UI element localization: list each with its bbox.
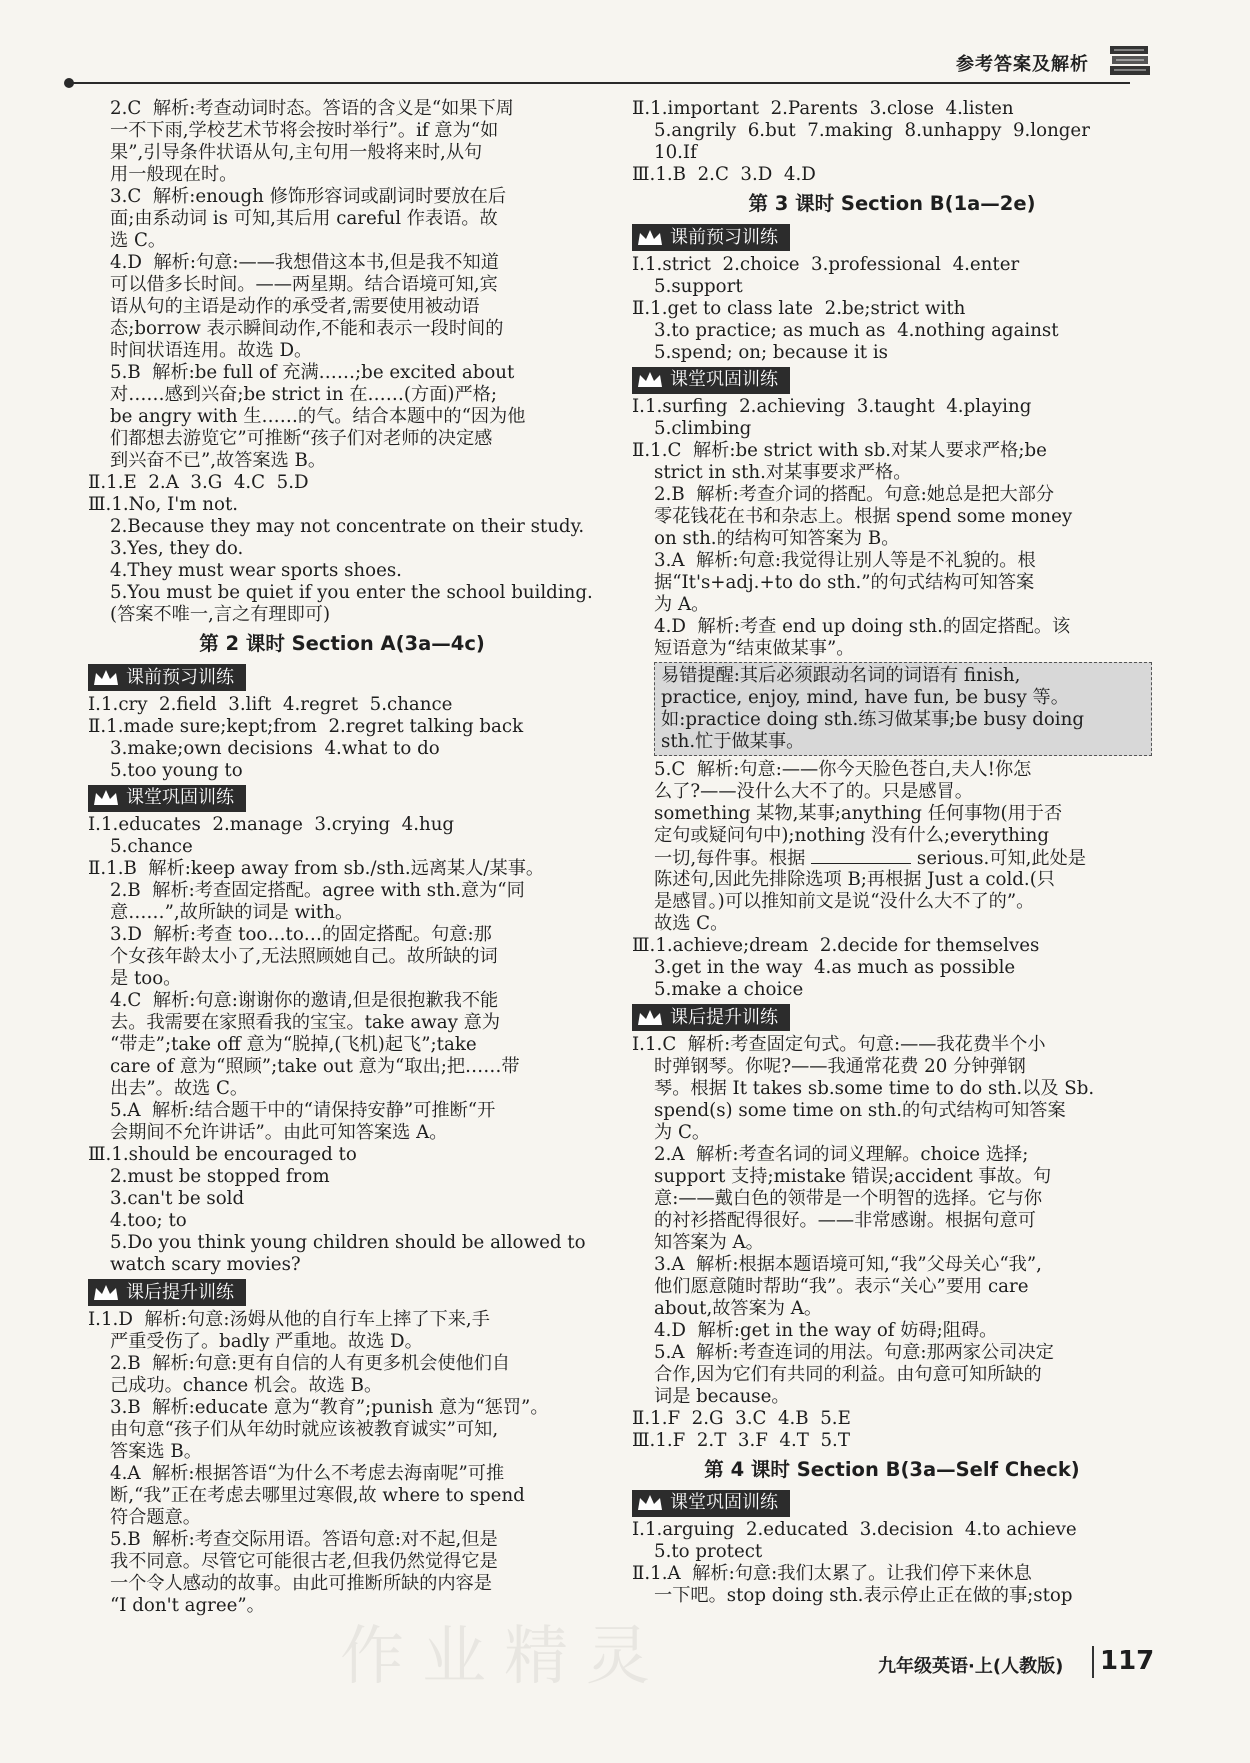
text-line: watch scary movies? [110, 1254, 301, 1275]
text-line: 面;由系动词 is 可知,其后用 careful 作表语。故 [110, 208, 498, 229]
crown-icon [636, 1493, 664, 1513]
tip-line: 易错提醒:其后必须跟动名词的词语有 finish, [661, 665, 1021, 686]
badge-label: 课堂巩固训练 [670, 1492, 778, 1513]
text-line: Ⅲ.1.No, I'm not. [88, 494, 239, 515]
text-line: 2.B 解析:句意:更有自信的人有更多机会使他们自 [110, 1352, 511, 1374]
section-badge [88, 1279, 246, 1306]
text-line: 为 A。 [654, 594, 710, 615]
text-line: Ⅱ.1.E 2.A 3.G 4.C 5.D [88, 472, 309, 493]
text-line: 故选 C。 [654, 913, 729, 934]
text-line: 3.B 解析:educate 意为“教育”;punish 意为“惩罚”。 [110, 1396, 549, 1418]
text-line: 意……”,故所缺的词是 with。 [110, 902, 354, 923]
answers-block [88, 1309, 596, 1617]
text-line: 5.support [654, 275, 743, 297]
text-line: Ⅱ.1.C 解析:be strict with sb.对某人要求严格;be [632, 440, 1047, 461]
tip-line: sth.忙于做某事。 [661, 731, 805, 752]
right-column [632, 98, 1152, 1607]
answers-block [632, 869, 1152, 1001]
text-line: Ⅰ.1.C 解析:考查固定句式。句意:——我花费半个小 [632, 1033, 1046, 1055]
text-line: 4.A 解析:根据答语“为什么不考虑去海南呢”可推 [110, 1462, 505, 1484]
text-line: 5.chance [110, 836, 193, 857]
text-line: 3.D 解析:考查 too…to…的固定搭配。句意:那 [110, 924, 492, 945]
badge-label: 课前预习训练 [126, 666, 234, 688]
text-line: 5.Do you think young children should be allowed to [110, 1232, 586, 1253]
text-line: 他们愿意随时帮助“我”。表示“关心”要用 care [654, 1275, 1029, 1297]
text-line: 可以借多长时间。——两星期。结合语境可知,宾 [110, 274, 498, 295]
text-line: 4.D 解析:get in the way of 妨碍;阻碍。 [654, 1319, 998, 1341]
crown-icon [636, 1008, 664, 1028]
text-line: 5.A 解析:考查连词的用法。句意:那两家公司决定 [654, 1341, 1054, 1363]
text-line: Ⅰ.1.strict 2.choice 3.professional 4.enter [632, 253, 1020, 275]
section-badge [632, 1490, 790, 1517]
text-line: 5.spend; on; because it is [654, 341, 889, 363]
badge-label: 课堂巩固训练 [670, 369, 778, 390]
text-line: Ⅰ.1.educates 2.manage 3.crying 4.hug [88, 814, 455, 835]
section-title: 第 3 课时 Section B(1a—2e) [748, 192, 1036, 215]
text-line: 陈述句,因此先排除选项 B;再根据 Just a cold.(只 [654, 869, 1055, 890]
text-line: 5.B 解析:be full of 充满……;be excited about [110, 362, 515, 383]
text-line: 知答案为 A。 [654, 1231, 764, 1253]
footer-book-title: 九年级英语·上(人教版) [878, 1656, 1064, 1677]
text-line: 2.A 解析:考查名词的词义理解。choice 选择; [654, 1143, 1029, 1165]
text-line: 为 C。 [654, 1121, 711, 1143]
text-line: 2.must be stopped from [110, 1166, 330, 1187]
badge-label: 课前预习训练 [670, 226, 778, 248]
section-title: 第 2 课时 Section A(3a—4c) [199, 632, 485, 655]
text-line: 态;borrow 表示瞬间动作,不能和表示一段时间的 [110, 318, 504, 339]
text-line: 3.can't be sold [110, 1188, 245, 1209]
answers-block [632, 98, 1152, 186]
text-line: 4.C 解析:句意:谢谢你的邀请,但是很抱歉我不能 [110, 990, 499, 1011]
text-line: 一下吧。stop doing sth.表示停止正在做的事;stop [654, 1585, 1073, 1606]
text-line: 3.make;own decisions 4.what to do [110, 737, 440, 759]
text-line: care of 意为“照顾”;take out 意为“取出;把……带 [110, 1056, 520, 1077]
text-line: Ⅲ.1.achieve;dream 2.decide for themselves [632, 935, 1040, 956]
section-title: 第 4 课时 Section B(3a—Self Check) [704, 1457, 1080, 1481]
text-line: Ⅱ.1.made sure;kept;from 2.regret talking back [88, 715, 524, 737]
text-line: 5.You must be quiet if you enter the school building. [110, 582, 593, 603]
text-line: support 支持;mistake 错误;accident 事故。句 [654, 1165, 1052, 1187]
text-line: 个女孩年龄太小了,无法照顾她自己。故所缺的词 [110, 946, 498, 967]
text-line: 答案选 B。 [110, 1440, 202, 1462]
text-line: about,故答案为 A。 [654, 1297, 823, 1319]
text-line: 5.A 解析:结合题干中的“请保持安静”可推断“开 [110, 1100, 496, 1121]
section-badge [632, 224, 790, 251]
text-line: 时弹钢琴。你呢?——我通常花费 20 分钟弹钢 [654, 1055, 1026, 1077]
text-line: Ⅰ.1.D 解析:句意:汤姆从他的自行车上摔了下来,手 [88, 1308, 490, 1330]
tip-line: practice, enjoy, mind, have fun, be busy 等。 [661, 687, 1069, 708]
text-line: 4.They must wear sports shoes. [110, 560, 402, 581]
text-line: 果”,引导条件状语从句,主句用一般将来时,从句 [110, 142, 483, 163]
text-line: Ⅰ.1.surfing 2.achieving 3.taught 4.playing [632, 396, 1032, 417]
text-line: 琴。根据 It takes sb.some time to do sth.以及 Sb. [654, 1077, 1095, 1099]
text-line: 4.D 解析:考查 end up doing sth.的固定搭配。该 [654, 616, 1071, 637]
crown-icon [92, 788, 120, 808]
answers-block [88, 472, 596, 626]
text-line: Ⅲ.1.F 2.T 3.F 4.T 5.T [632, 1429, 850, 1451]
text-line: 4.too; to [110, 1210, 187, 1231]
section-badge [632, 367, 790, 394]
text-line: 零花钱花在书和杂志上。根据 spend some money [654, 506, 1073, 527]
text-line: “I don't agree”。 [110, 1594, 265, 1616]
text-line: 符合题意。 [110, 1506, 201, 1528]
text-line: 5.angrily 6.but 7.making 8.unhappy 9.longer [654, 120, 1090, 141]
text-line: 5.too young to [110, 759, 243, 781]
text-line: 选 C。 [110, 230, 167, 251]
text-line: 5.to protect [654, 1541, 763, 1562]
text-line: 2.C 解析:考查动词时态。答语的含义是“如果下周 [110, 98, 514, 119]
crown-icon [636, 370, 664, 390]
text-line: 10.If [654, 142, 697, 163]
books-icon [1108, 38, 1152, 82]
text-line: 一个令人感动的故事。由此可推断所缺的内容是 [110, 1572, 492, 1594]
crown-icon [636, 228, 664, 248]
text-line: “带走”;take off 意为“脱掉,(飞机)起飞”;take [110, 1034, 477, 1055]
text-line: 去。我需要在家照看我的宝宝。take away 意为 [110, 1012, 501, 1033]
text-line: 3.A 解析:根据本题语境可知,“我”父母关心“我”, [654, 1253, 1042, 1275]
text-line: 3.Yes, they do. [110, 538, 244, 559]
text-fragment: serious.可知,此处是 [911, 848, 1086, 869]
crown-icon [92, 668, 120, 688]
section-badge [88, 664, 246, 691]
crown-icon [92, 1283, 120, 1303]
text-line: 们都想去游览它”可推断“孩子们对老师的决定感 [110, 428, 493, 449]
text-line: 据“It's+adj.+to do sth.”的句式结构可知答案 [654, 572, 1035, 593]
text-line: 严重受伤了。badly 严重地。故选 D。 [110, 1330, 423, 1352]
text-line: Ⅱ.1.important 2.Parents 3.close 4.listen [632, 98, 1014, 119]
header-title: 参考答案及解析 [956, 54, 1089, 75]
text-line: 由句意“孩子们从年幼时就应该被教育诚实”可知, [110, 1418, 499, 1440]
text-line: strict in sth.对某事要求严格。 [654, 462, 912, 483]
text-line: 词是 because。 [654, 1385, 790, 1407]
text-line: Ⅲ.1.should be encouraged to [88, 1144, 357, 1165]
text-line: 出去”。故选 C。 [110, 1078, 249, 1099]
text-line: 3.get in the way 4.as much as possible [654, 957, 1016, 978]
text-line: 2.B 解析:考查固定搭配。agree with sth.意为“同 [110, 880, 525, 901]
left-column [88, 98, 596, 1617]
text-line: 用一般现在时。 [110, 164, 238, 185]
text-line: 一切,每件事。根据 serious.可知,此处是 [654, 848, 1086, 869]
answers-block [632, 254, 1152, 364]
watermark: 作业精灵 [340, 1620, 668, 1694]
text-line: 2.B 解析:考查介词的搭配。句意:她总是把大部分 [654, 484, 1055, 505]
answers-block [88, 694, 596, 782]
text-line: 合作,因为它们有共同的利益。由句意可知所缺的 [654, 1363, 1042, 1385]
header-rule [70, 82, 1130, 84]
page-number: 117 [1100, 1646, 1155, 1676]
badge-label: 课后提升训练 [670, 1006, 778, 1028]
text-line: 会期间不允许讲话”。由此可知答案选 A。 [110, 1122, 448, 1143]
text-line: Ⅱ.1.B 解析:keep away from sb./sth.远离某人/某事。 [88, 858, 545, 879]
text-line: 么了?——没什么大不了的。只是感冒。 [654, 781, 973, 802]
text-line: 语从句的主语是动作的承受者,需要使用被动语 [110, 296, 480, 317]
footer-divider [1092, 1646, 1094, 1678]
text-line: something 某物,某事;anything 任何事物(用于否 [654, 803, 1063, 824]
text-line: 断,“我”正在考虑去哪里过寒假,故 where to spend [110, 1484, 525, 1506]
answers-block [632, 1034, 1152, 1452]
text-line: be angry with 生……的气。结合本题中的“因为他 [110, 406, 526, 427]
text-line: 3.C 解析:enough 修饰形容词或副词时要放在后 [110, 186, 507, 207]
text-line: 到兴奋不已”,故答案选 B。 [110, 450, 327, 471]
text-line: 时间状语连用。故选 D。 [110, 340, 313, 361]
section-badge [632, 1004, 790, 1031]
answers-block [632, 1519, 1152, 1607]
text-line: Ⅲ.1.B 2.C 3.D 4.D [632, 164, 816, 185]
text-line: 一不下雨,学校艺术节将会按时举行”。if 意为“如 [110, 120, 499, 141]
text-line: 4.D 解析:句意:——我想借这本书,但是我不知道 [110, 252, 499, 273]
fill-blank [811, 847, 911, 864]
text-line: 5.make a choice [654, 979, 804, 1000]
text-line: on sth.的结构可知答案为 B。 [654, 528, 900, 549]
text-line: 是感冒。)可以推知前文是说“没什么大不了的”。 [654, 891, 1035, 912]
section-badge [88, 785, 246, 812]
text-line: 的衬衫搭配得很好。——非常感谢。根据句意可 [654, 1209, 1036, 1231]
text-line: 5.C 解析:句意:——你今天脸色苍白,夫人!你怎 [654, 759, 1032, 780]
tip-line: 如:practice doing sth.练习做某事;be busy doing [661, 709, 1084, 730]
text-line: spend(s) some time on sth.的句式结构可知答案 [654, 1099, 1066, 1121]
badge-label: 课后提升训练 [126, 1281, 234, 1303]
text-line: 意:——戴白色的领带是一个明智的选择。它与你 [654, 1187, 1043, 1209]
text-line: 3.A 解析:句意:我觉得让别人等是不礼貌的。根 [654, 550, 1036, 571]
text-line: 我不同意。尽管它可能很古老,但我仍然觉得它是 [110, 1550, 498, 1572]
text-line: 是 too。 [110, 968, 182, 989]
answers-block [88, 814, 596, 1276]
answers-block [632, 396, 1152, 660]
text-line: 定句或疑问句中);nothing 没有什么;everything [654, 825, 1050, 846]
text-line: 5.climbing [654, 418, 752, 439]
text-line: 短语意为“结束做某事”。 [654, 638, 855, 659]
answers-block [632, 759, 1152, 869]
badge-label: 课堂巩固训练 [126, 787, 234, 808]
answers-block [88, 98, 596, 472]
text-line: 5.B 解析:考查交际用语。答语句意:对不起,但是 [110, 1528, 498, 1550]
text-line: 对……感到兴奋;be strict in 在……(方面)严格; [110, 384, 497, 405]
text-line: Ⅱ.1.A 解析:句意:我们太累了。让我们停下来休息 [632, 1563, 1032, 1584]
text-line: Ⅰ.1.cry 2.field 3.lift 4.regret 5.chance [88, 693, 453, 715]
text-line: 2.Because they may not concentrate on their study. [110, 516, 585, 537]
text-line: Ⅱ.1.get to class late 2.be;strict with [632, 297, 966, 319]
error-tip-box [654, 662, 1152, 756]
text-line: Ⅰ.1.arguing 2.educated 3.decision 4.to achieve [632, 1519, 1077, 1540]
text-line: (答案不唯一,言之有理即可) [110, 604, 331, 625]
text-line: Ⅱ.1.F 2.G 3.C 4.B 5.E [632, 1407, 851, 1429]
text-line: 己成功。chance 机会。故选 B。 [110, 1374, 383, 1396]
text-line: 3.to practice; as much as 4.nothing against [654, 319, 1059, 341]
